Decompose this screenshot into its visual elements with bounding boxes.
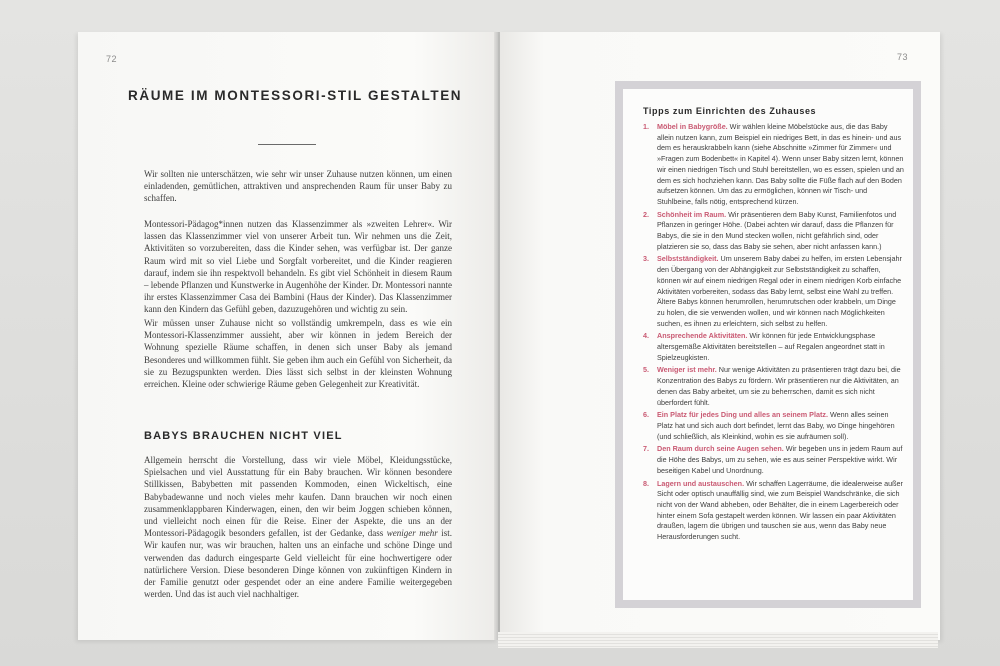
intro-paragraph: Wir sollten nie unterschätzen, wie sehr wir unser Zuhause nutzen können, um einen einladenden, gemütlichen, attraktiven und ansprechenden Raum für unser Baby zu schaffen. [144,169,452,204]
tip-number: 4. [643,331,649,341]
tip-heading: Ein Platz für jedes Ding und alles an seinem Platz. [657,410,828,420]
tip-item [633,444,905,476]
needs-paragraph-emphasis: weniger mehr [386,528,438,539]
left-page [78,32,498,640]
page-number-left: 72 [106,54,118,64]
tip-item [633,210,905,253]
tip-text: Um unserem Baby dabei zu helfen, im ersten Lebensjahr den Übergang von der Abhängigkeit zur Selbstständigkeit zu schaffen, können wir auf einem niedrigen Regal oder in einem niedrigen Korb einfache Aktivitäten vorbereiten, sodass das Baby lernt, selbst eine Wahl zu treffen. Ältere Babys können herumrollen, herumrutschen oder krabbeln, um Dinge zu holen, die sie verwenden wollen, und wir können nach Möglichkeiten suchen, es ihnen zu erleichtern, sich selbst zu helfen. [657,254,902,328]
title-divider [258,144,316,145]
needs-paragraph-text-a: Allgemein herrscht die Vorstellung, dass wir viele Möbel, Kleidungsstücke, Spielsachen und viel Ausstattung für ein Baby brauchen. Wir können besondere Stillkissen, Babybetten mit passenden Kommoden, einen Wickeltisch, eine Babybadewanne und noch vieles mehr kaufen. Dann brauchen wir noch einen zusammenklappbaren Kinderwagen, einen, den wir beim Joggen schieben können, und vielleicht noch einen für die Reise. Einer der Aspekte, die uns an der Montessori-Pädagogik besonders gefallen, ist der Gedanke, dass [144,455,452,539]
tips-box [615,81,921,608]
tip-text: Wir präsentieren dem Baby Kunst, Familienfotos und Pflanzen in geringer Höhe. (Dabei achten wir darauf, dass die Pflanzen für Babys, die sie in den Mund stecken wollen, nicht gefährlich sind, oder platzieren sie so, dass das Baby sie sehen, aber nicht anfassen kann.) [657,209,897,251]
tip-number: 5. [643,365,649,375]
classroom-paragraph: Montessori-Pädagog*innen nutzen das Klassenzimmer als »zweiten Lehrer«. Wir lassen das Klassenzimmer viel von unserer Arbeit tun. Wir nehmen uns die Zeit, Aktivitäten so vorzubereiten, dass die Kinder sehen, was verfügbar ist. Der ganze Raum wird mit so viel Liebe und Sorgfalt vorbereitet, und die Kinder reagieren darauf, indem sie ihn respektvoll behandeln. Es gibt viel Schönheit in diesem Raum – lebende Pflanzen und Kunstwerke in Augenhöhe der Kinder. Dr. Montessori nannte ihr erstes Klassenzimmer Casa dei Bambini (Haus der Kinder). Das Klassenzimmer kann den Kindern das Gefühl geben, dazuzugehören und wichtig zu sein. [144,219,452,315]
tip-item [633,410,905,442]
tip-text: Nur wenige Aktivitäten zu präsentieren trägt dazu bei, die Konzentration des Babys zu fördern. Wir präsentieren nur die Aktivitäten, an denen das Baby arbeitet, um sie zu beherrschen, damit es sich nicht überfordert fühlt. [657,365,901,407]
tip-heading: Ansprechende Aktivitäten. [657,331,748,341]
right-page [500,32,940,640]
tip-heading: Den Raum durch seine Augen sehen. [657,444,784,454]
tip-text: Wir begeben uns in jedem Raum auf die Höhe des Babys, um zu sehen, wie es aus seiner Perspektive wirkt. Wir beseitigen Kabel und Unordnung. [657,444,903,475]
open-book [78,32,942,662]
needs-paragraph-text-b: ist. Wir kaufen nur, was wir brauchen, halten uns an einfache und schöne Dinge und verwenden das dadurch eingesparte Geld vielleicht für eine hochwertigere oder natürlichere Version. Diese besonderen Dinge können von zukünftigen Kindern in der Familie genutzt oder gespendet oder an eine andere Familie weitergegeben werden. Und das ist auch viel nachhaltiger. [144,528,452,600]
tips-title: Tipps zum Einrichten des Zuhauses [643,106,817,116]
page-number-right: 73 [896,52,908,62]
tip-heading: Weniger ist mehr. [657,365,717,375]
tip-text: Wir wählen kleine Möbelstücke aus, die das Baby allein nutzen kann, zum Beispiel ein niedriges Bett, in das es hinein- und aus dem es herauskrabbeln kann (siehe Abschnitte »Zimmer für Zimmer« und »Fragen zum Bodenbett« in Kapitel 4). Wenn unser Baby sitzen lernt, können wir einen niedrigen Tisch und Stuhl bereitstellen, wo es essen, spielen und an dem es sich hochziehen kann. Das Baby sollte die Füße flach auf den Boden aufsetzen können. Um das zu ermöglichen, können wir Tisch- und Stuhlbeine, falls nötig, entsprechend kürzen. [657,122,904,206]
tip-item [633,331,905,363]
page-edges [498,632,938,648]
tip-heading: Schönheit im Raum. [657,209,727,219]
tip-text: Wir schaffen Lagerräume, die idealerweise außer Sicht oder optisch unauffällig sind, wie zum Beispiel Wandschränke, die sich nicht von der Wand abheben, oder Behälter, die in einem Lagerbereich oder hinter einem Sofa gestapelt werden können. Wir lassen ein paar Aktivitäten draußen, lagern die übrigen und tauschen sie aus, wenn das Baby neue Herausforderungen sucht. [657,478,903,542]
tip-item [633,479,905,543]
tip-number: 1. [643,122,649,131]
tip-number: 8. [643,478,649,488]
tip-heading: Lagern und austauschen. [657,478,745,488]
tips-list [633,122,905,545]
tip-heading: Selbstständigkeit. [657,254,719,264]
tip-text: Wenn alles seinen Platz hat und sich auch dort befindet, lernt das Baby, wo Dinge hingehören (und schließlich, als Kleinkind, wohin es sie aufräumen soll). [657,410,895,441]
home-paragraph: Wir müssen unser Zuhause nicht so vollständig umkrempeln, dass es wie ein Montessori-Klassenzimmer aussieht, aber wir können in jedem Bereich der Wohnung spezielle Räume schaffen, in denen sich unser Baby als jemand Besonderes und willkommen fühlt. Sie geben ihm auch ein Gefühl von Sicherheit, da sie zu Bezugspunkten werden. Dies lässt sich selbst in der kleinsten Wohnung erreichen. Kleine oder schwierige Räume geben Gelegenheit zur Kreativität. [144,318,452,390]
page-title: RÄUME IM MONTESSORI-STIL GESTALTEN [128,88,463,103]
tip-number: 7. [643,444,649,454]
tip-item [633,122,905,208]
tip-heading: Möbel in Babygröße. [657,122,728,131]
tip-item [633,254,905,329]
section-heading: BABYS BRAUCHEN NICHT VIEL [144,430,343,442]
tip-text: Wir können für jede Entwicklungsphase altersgemäße Aktivitäten bereitstellen – auf Regalen angeordnet statt in Spielzeugkisten. [657,331,885,362]
tip-number: 6. [643,410,649,420]
tip-number: 2. [643,209,649,219]
tips-box-inner [623,89,913,600]
tip-number: 3. [643,254,649,264]
needs-paragraph [144,454,452,600]
tip-item [633,365,905,408]
